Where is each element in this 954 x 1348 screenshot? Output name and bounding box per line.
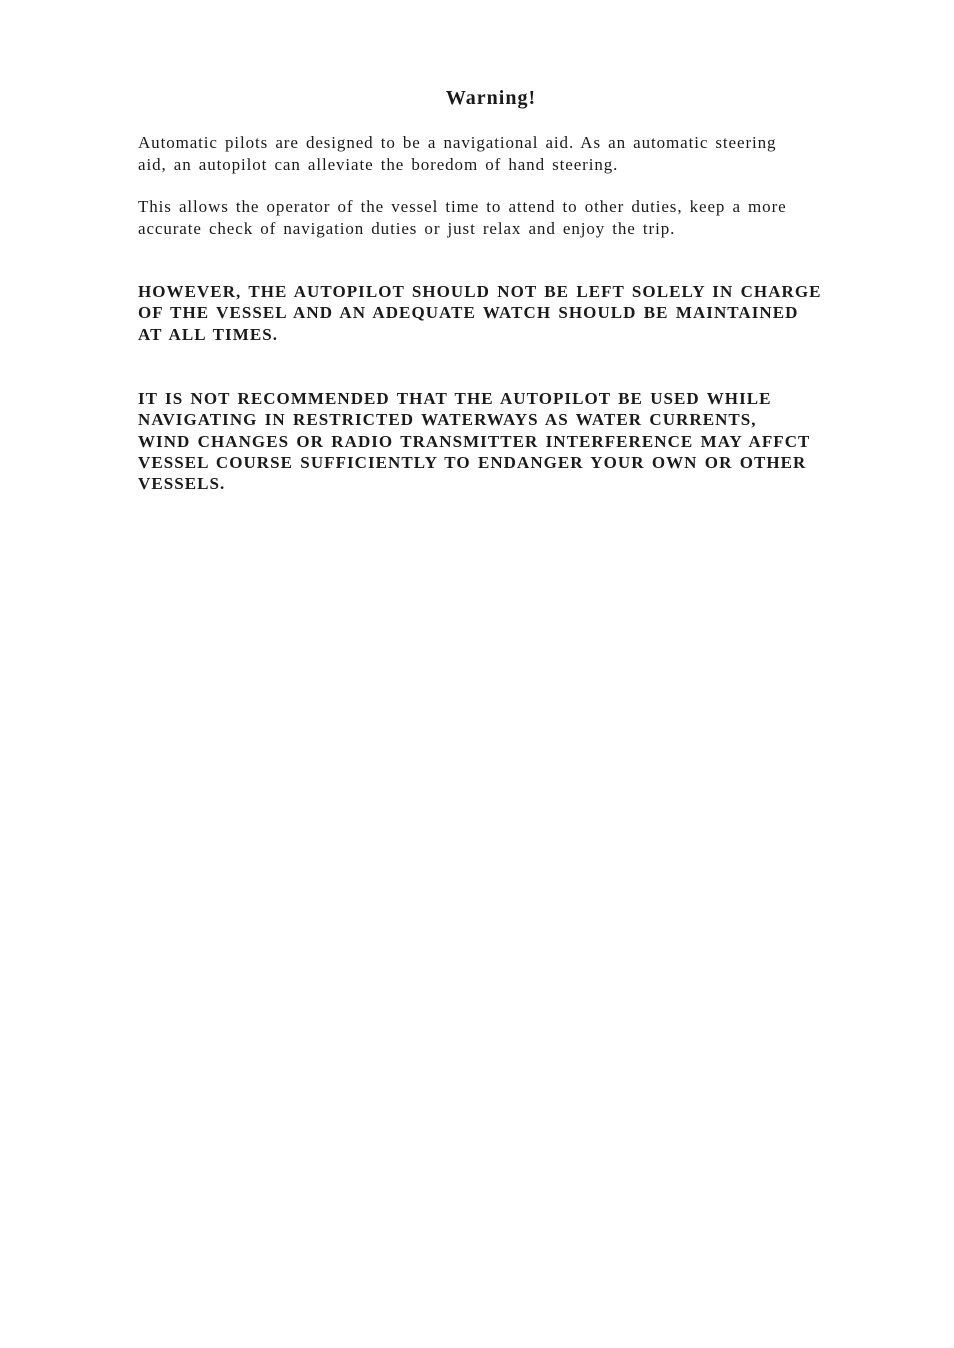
paragraph-autopilot-aid <box>138 132 908 175</box>
paragraph-line: aid, an autopilot can alleviate the boredom of hand steering. <box>138 154 619 174</box>
paragraph-operator-duties <box>138 196 908 239</box>
warning-watch-maintained <box>138 281 908 345</box>
paragraph-line: Automatic pilots are designed to be a navigational aid. As an automatic steering <box>138 133 777 152</box>
warning-line: IT IS NOT RECOMMENDED THAT THE AUTOPILOT BE USED WHILE <box>138 389 772 408</box>
warning-line: VESSELS. <box>138 474 226 494</box>
paragraph-line: accurate check of navigation duties or just relax and enjoy the trip. <box>138 218 676 238</box>
page-title: Warning! <box>445 87 537 109</box>
warning-line: VESSEL COURSE SUFFICIENTLY TO ENDANGER YOUR OWN OR OTHER <box>138 452 807 472</box>
warning-line: OF THE VESSEL AND AN ADEQUATE WATCH SHOULD BE MAINTAINED <box>138 303 799 323</box>
warning-restricted-waterways <box>138 388 908 494</box>
warning-line: HOWEVER, THE AUTOPILOT SHOULD NOT BE LEFT SOLELY IN CHARGE <box>138 282 822 301</box>
warning-line: NAVIGATING IN RESTRICTED WATERWAYS AS WATER CURRENTS, <box>138 410 757 430</box>
paragraph-line: This allows the operator of the vessel time to attend to other duties, keep a more <box>138 197 787 216</box>
warning-line: WIND CHANGES OR RADIO TRANSMITTER INTERFERENCE MAY AFFCT <box>138 431 811 451</box>
warning-line: AT ALL TIMES. <box>138 324 279 344</box>
